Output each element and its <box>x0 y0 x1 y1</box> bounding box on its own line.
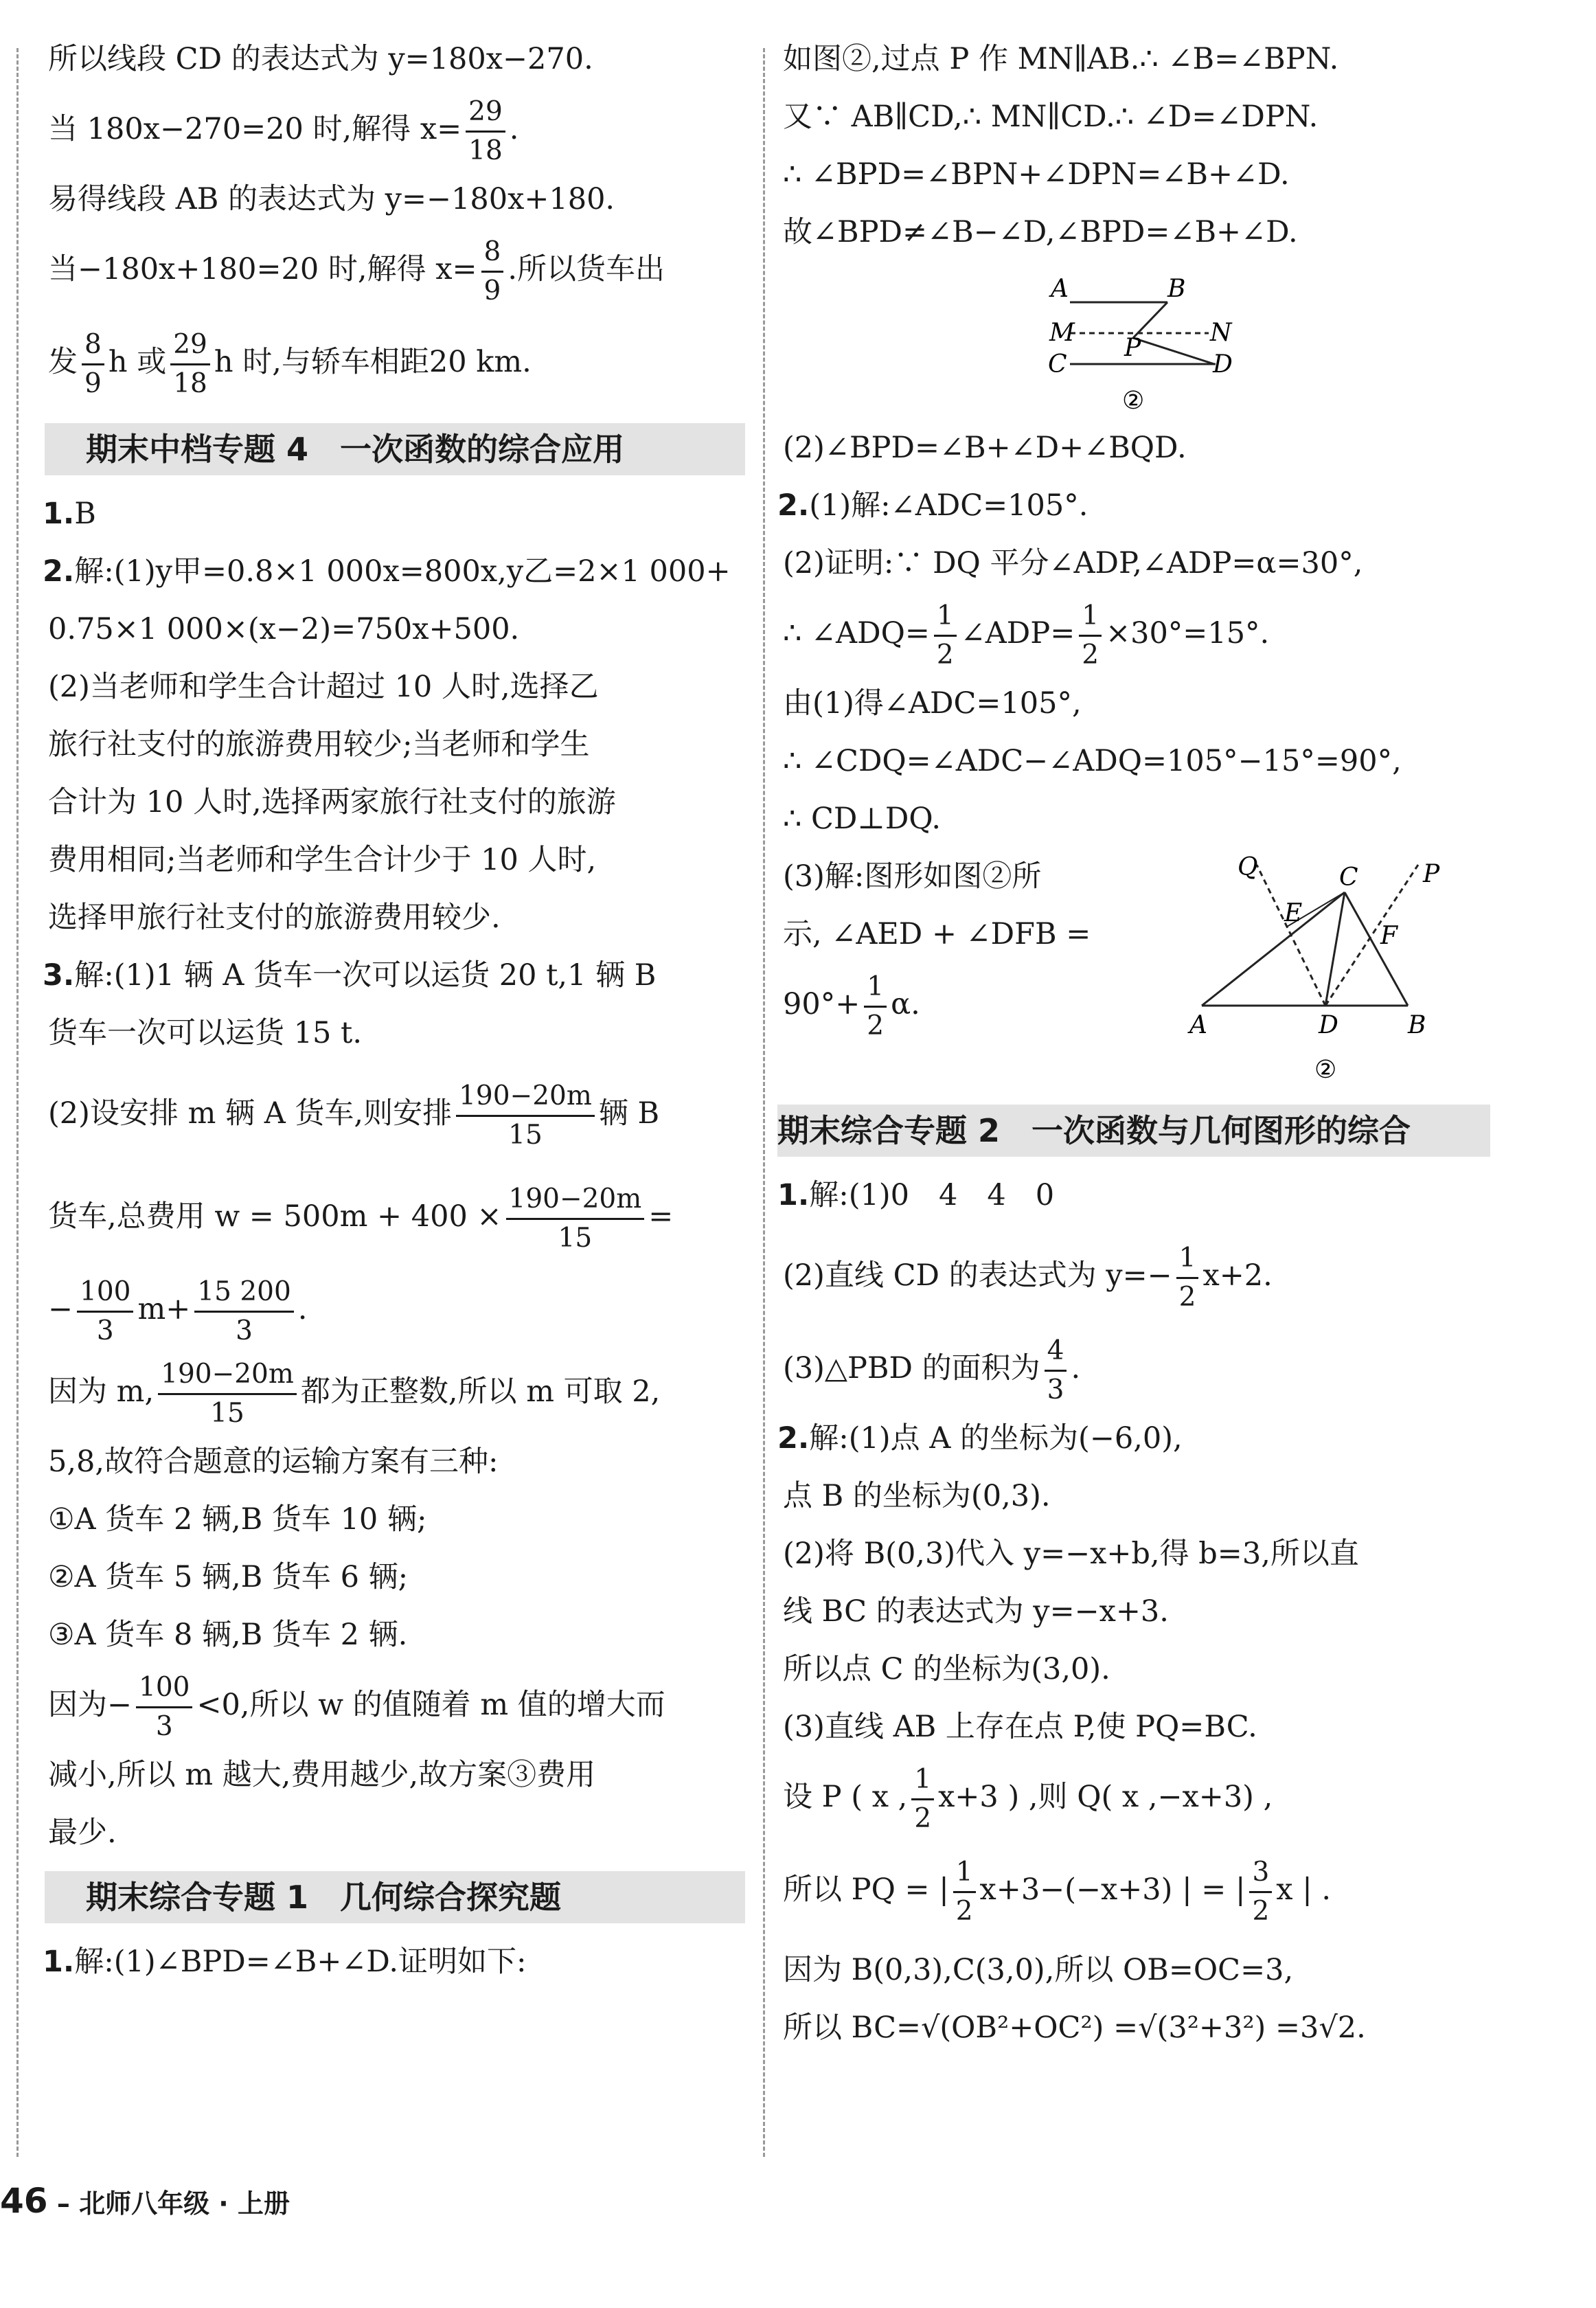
figure-parallel-lines <box>783 261 1490 419</box>
fraction: $\frac{100}{3}$ <box>77 1274 133 1350</box>
text-line: 所以 PQ = | $\frac{1}{2}$ x+3−(−x+3) | = | $\frac{3}{2}$ x | . <box>783 1838 1490 1941</box>
text-line: 旅行社支付的旅游费用较少;当老师和学生 <box>48 727 590 762</box>
fraction: $\frac{8}{9}$ <box>481 234 504 310</box>
text-line: 所以 BC=√(OB²+OC²) =√(3²+3²) =3√2. <box>783 2011 1366 2045</box>
text-line: ∴ ∠CDQ=∠ADC−∠ADQ=105°−15°=90°, <box>783 744 1402 778</box>
text-line: 示, ∠AED + ∠DFB = <box>783 917 1091 951</box>
page-number: 46 <box>0 2181 48 2221</box>
text-line: 易得线段 AB 的表达式为 y=−180x+180. <box>48 182 615 216</box>
label-P: P <box>1124 334 1141 362</box>
right-column <box>777 30 1490 2057</box>
label-B: B <box>1408 1011 1426 1039</box>
fraction: $\frac{1}{2}$ <box>953 1854 976 1930</box>
text-line: 最少. <box>48 1815 117 1850</box>
text-line: 90°+ $\frac{1}{2}$ α. <box>783 963 1167 1045</box>
question-line: 2.(1)解:∠ADC=105°. <box>777 488 1088 523</box>
text-line: 所以线段 CD 的表达式为 y=180x−270. <box>48 42 593 76</box>
ray-DQ <box>1257 865 1325 1006</box>
label-A: A <box>1051 275 1069 303</box>
fraction: $\frac{190-20m}{15}$ <box>456 1078 595 1154</box>
figure-triangle-svg <box>1181 844 1470 1098</box>
figure-caption: ② <box>1122 387 1145 415</box>
text-line: 又∵ AB∥CD,∴ MN∥CD.∴ ∠D=∠DPN. <box>783 100 1319 134</box>
fraction: $\frac{1}{2}$ <box>934 598 957 674</box>
segment-AC <box>1202 892 1345 1006</box>
label-A: A <box>1189 1011 1207 1039</box>
text-line: (2)将 B(0,3)代入 y=−x+b,得 b=3,所以直 <box>783 1537 1359 1571</box>
question-line: 1.解:(1)0 4 4 0 <box>777 1178 1055 1212</box>
text-line: 因为 m, $\frac{190-20m}{15}$ 都为正整数,所以 m 可取 2, <box>48 1350 745 1433</box>
text-line: ∴ ∠BPD=∠BPN+∠DPN=∠B+∠D. <box>783 157 1290 192</box>
question-3-block <box>783 848 1490 1095</box>
text-line: 故∠BPD≠∠B−∠D,∠BPD=∠B+∠D. <box>783 215 1298 249</box>
text-line: (2)直线 CD 的表达式为 y=− $\frac{1}{2}$ x+2. <box>783 1224 1490 1327</box>
text-line: 货车一次可以运货 15 t. <box>48 1016 363 1050</box>
label-Q: Q <box>1238 853 1258 881</box>
question-line: 1.解:(1)∠BPD=∠B+∠D.证明如下: <box>43 1945 527 1979</box>
text-line: 0.75×1 000×(x−2)=750x+500. <box>48 612 520 646</box>
text-line: ③A 货车 8 辆,B 货车 2 辆. <box>48 1618 408 1652</box>
label-B: B <box>1167 275 1186 303</box>
fraction: $\frac{1}{2}$ <box>864 969 887 1045</box>
text-line: 减小,所以 m 越大,费用越少,故方案③费用 <box>48 1758 596 1792</box>
text-line: (3)△PBD 的面积为 $\frac{4}{3}$ . <box>783 1327 1490 1410</box>
fraction: $\frac{15 200}{3}$ <box>194 1274 293 1350</box>
text-line: 由(1)得∠ADC=105°, <box>783 686 1082 721</box>
section-heading: 期末中档专题 4 一次函数的综合应用 <box>45 423 745 475</box>
text-line: 线 BC 的表达式为 y=−x+3. <box>783 1594 1169 1629</box>
fraction: $\frac{29}{18}$ <box>466 93 505 170</box>
fraction: $\frac{4}{3}$ <box>1045 1333 1067 1409</box>
text-line: 合计为 10 人时,选择两家旅行社支付的旅游 <box>48 785 616 819</box>
section-heading: 期末综合专题 1 几何综合探究题 <box>45 1871 745 1923</box>
text-line: 当 180x−270=20 时,解得 x= $\frac{29}{18}$ . <box>48 88 745 170</box>
text-line: 如图②,过点 P 作 MN∥AB.∴ ∠B=∠BPN. <box>783 42 1339 76</box>
text-line: − $\frac{100}{3}$ m+ $\frac{15 200}{3}$ . <box>48 1268 745 1350</box>
fraction: $\frac{100}{3}$ <box>136 1669 192 1745</box>
text-line: (3)解:图形如图②所 <box>783 859 1042 894</box>
segment-CB <box>1345 892 1408 1006</box>
segment-PD <box>1133 338 1214 364</box>
fraction: $\frac{8}{9}$ <box>82 326 104 403</box>
figure-caption: ② <box>1314 1056 1337 1084</box>
fraction: $\frac{1}{2}$ <box>1176 1240 1199 1316</box>
fraction: $\frac{29}{18}$ <box>170 326 210 403</box>
text-line: 费用相同;当老师和学生合计少于 10 人时, <box>48 843 597 877</box>
figure-1-svg <box>783 261 1490 419</box>
text-line: 因为 B(0,3),C(3,0),所以 OB=OC=3, <box>783 1953 1294 1987</box>
column-divider <box>763 48 765 2157</box>
footer-separator: – <box>56 2188 70 2219</box>
fraction: $\frac{1}{2}$ <box>911 1761 934 1837</box>
text-line: ∴ ∠ADQ= $\frac{1}{2}$ ∠ADP= $\frac{1}{2}$ ×30°=15°. <box>783 592 1490 675</box>
fraction: $\frac{190-20m}{15}$ <box>158 1356 297 1432</box>
text-line: (2)当老师和学生合计超过 10 人时,选择乙 <box>48 670 599 704</box>
text-line: 所以点 C 的坐标为(3,0). <box>783 1652 1110 1686</box>
label-D: D <box>1213 350 1233 378</box>
segment-CD <box>1325 892 1345 1006</box>
text-line: 5,8,故符合题意的运输方案有三种: <box>48 1445 499 1479</box>
question-line: 1.B <box>43 497 96 531</box>
label-C: C <box>1048 350 1067 378</box>
left-column <box>43 30 745 1991</box>
text-line: 当−180x+180=20 时,解得 x= $\frac{8}{9}$ .所以货车出 <box>48 228 745 310</box>
text-line: 货车,总费用 w = 500m + 400 × $\frac{190-20m}{15}$ = <box>48 1165 745 1268</box>
fraction: $\frac{3}{2}$ <box>1249 1854 1272 1930</box>
question-line: 2.解:(1)点 A 的坐标为(−6,0), <box>777 1421 1183 1456</box>
text-line: 因为− $\frac{100}{3}$ <0,所以 w 的值随着 m 值的增大而 <box>48 1664 745 1746</box>
fraction: $\frac{1}{2}$ <box>1079 598 1102 674</box>
label-E: E <box>1284 899 1303 927</box>
label-C: C <box>1339 863 1358 892</box>
label-N: N <box>1210 319 1232 347</box>
left-border <box>16 48 19 2157</box>
label-D: D <box>1319 1011 1338 1039</box>
label-M: M <box>1049 319 1075 347</box>
label-F: F <box>1380 922 1398 950</box>
question-line: 2.解:(1)y甲=0.8×1 000x=800x,y乙=2×1 000+ <box>43 554 731 589</box>
section-heading: 期末综合专题 2 一次函数与几何图形的综合 <box>777 1105 1490 1157</box>
text-line: 点 B 的坐标为(0,3). <box>783 1479 1051 1513</box>
text-line: 发 $\frac{8}{9}$ h 或 $\frac{29}{18}$ h 时,与轿车相距20 km. <box>48 310 745 414</box>
text-line: ∴ CD⊥DQ. <box>783 802 942 836</box>
text-line: 设 P ( x , $\frac{1}{2}$ x+3 ) ,则 Q( x ,−x+3) , <box>783 1756 1490 1838</box>
text-line: (2)证明:∵ DQ 平分∠ADP,∠ADP=α=30°, <box>783 546 1363 580</box>
text-line: 选择甲旅行社支付的旅游费用较少. <box>48 901 501 935</box>
text-line: (2)设安排 m 辆 A 货车,则安排 $\frac{190-20m}{15}$ 辆 B <box>48 1062 745 1165</box>
page-footer <box>0 2181 290 2221</box>
text-line: ①A 货车 2 辆,B 货车 10 辆; <box>48 1502 427 1537</box>
text-line: (2)∠BPD=∠B+∠D+∠BQD. <box>783 431 1187 465</box>
fraction: $\frac{190-20m}{15}$ <box>506 1181 645 1257</box>
label-P: P <box>1423 860 1440 888</box>
question-line: 3.解:(1)1 辆 A 货车一次可以运货 20 t,1 辆 B <box>43 958 657 993</box>
text-line: ②A 货车 5 辆,B 货车 6 辆; <box>48 1560 409 1594</box>
book-title: 北师八年级 · 上册 <box>79 2188 290 2219</box>
text-line: (3)直线 AB 上存在点 P,使 PQ=BC. <box>783 1710 1257 1744</box>
